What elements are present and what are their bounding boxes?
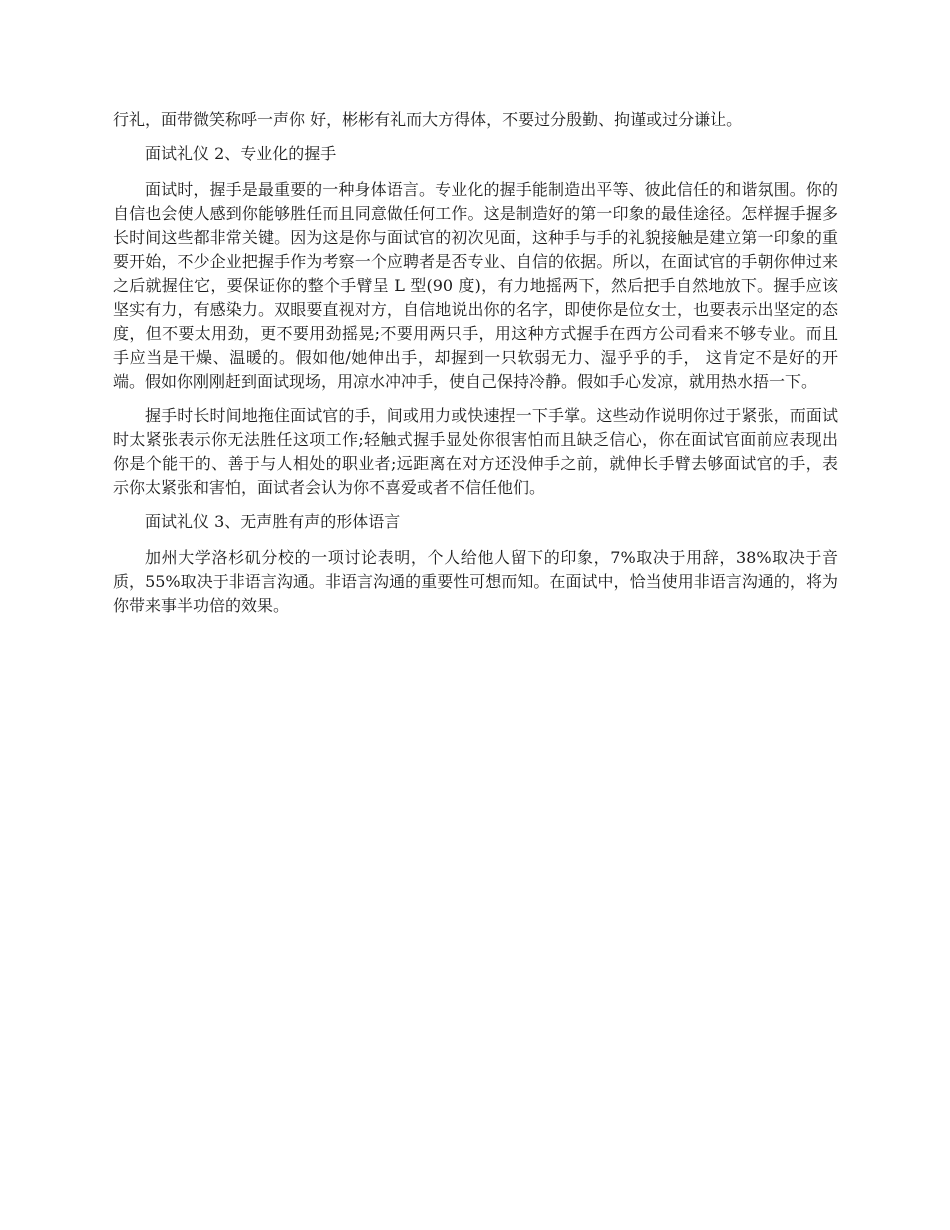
paragraph-etiquette-closing: 行礼，面带微笑称呼一声你 好，彬彬有礼而大方得体，不要过分殷勤、拘谨或过分谦让。 [113,110,743,129]
section-heading-handshake: 面试礼仪 2、专业化的握手 [145,144,337,163]
paragraph-nonverbal-study: 加州大学洛杉矶分校的一项讨论表明，个人给他人留下的印象，7%取决于用辞，38%取决于音质，55%取决于非语言沟通。非语言沟通的重要性可想而知。在面试中，恰当使用非语言沟通的，将为你带来事半功倍的效果。 [113,548,838,615]
paragraph-handshake-mistakes: 握手时长时间地拖住面试官的手，间或用力或快速捏一下手掌。这些动作说明你过于紧张，而面试时太紧张表示你无法胜任这项工作;轻触式握手显处你很害怕而且缺乏信心，你在面试官面前应表现出你是个能干的、善于与人相处的职业者;远距离在对方还没伸手之前，就伸长手臂去够面试官的手，表示你太紧张和害怕，面试者会认为你不喜爱或者不信任他们。 [113,406,838,497]
section-heading-body-language: 面试礼仪 3、无声胜有声的形体语言 [145,512,401,531]
document-page [113,108,838,628]
paragraph-handshake-importance: 面试时，握手是最重要的一种身体语言。专业化的握手能制造出平等、彼此信任的和谐氛围。你的自信也会使人感到你能够胜任而且同意做任何工作。这是制造好的第一印象的最佳途径。怎样握手握多长时间这些都非常关键。因为这是你与面试官的初次见面，这种手与手的礼貌接触是建立第一印象的重要开始，不少企业把握手作为考察一个应聘者是否专业、自信的依据。所以，在面试官的手朝你伸过来之后就握住它，要保证你的整个手臂呈 L 型(90 度)，有力地摇两下，然后把手自然地放下。握手应该坚实有力，有感染力。双眼要直视对方，自信地说出你的名字，即使你是位女士，也要表示出坚定的态度，但不要太用劲，更不要用劲摇晃;不要用两只手，用这种方式握手在西方公司看来不够专业。而且手应当是干燥、温暖的。假如他/她伸出手，却握到一只软弱无力、湿乎乎的手， 这肯定不是好的开端。假如你刚刚赶到面试现场，用凉水冲冲手，使自己保持冷静。假如手心发凉，就用热水捂一下。 [113,180,838,391]
